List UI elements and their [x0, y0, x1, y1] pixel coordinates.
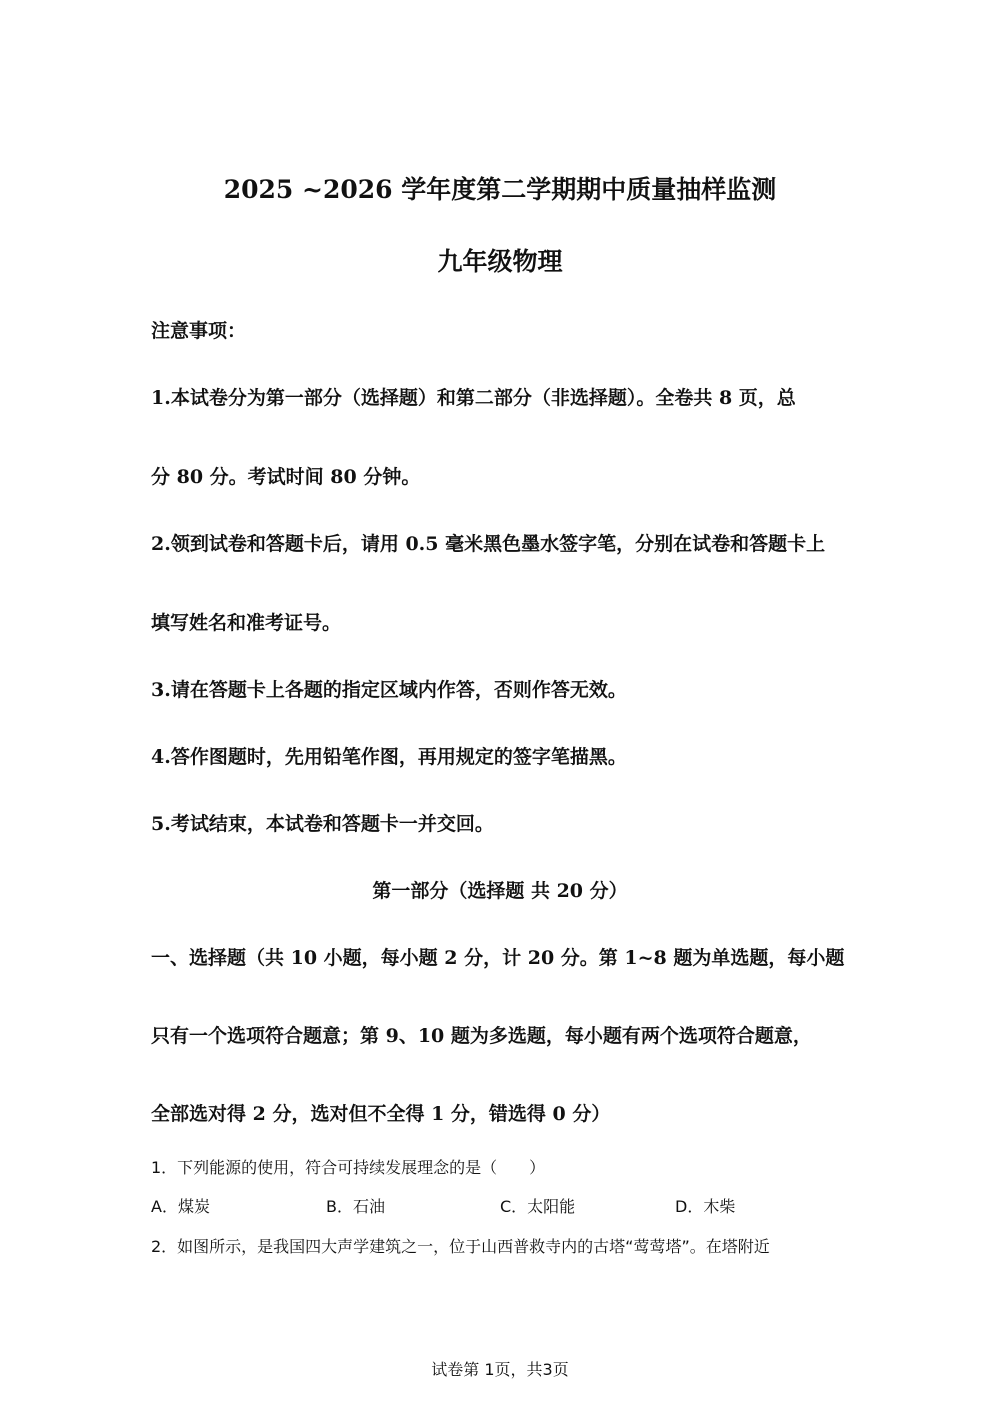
- notice-item-1-line-1: 1.本试卷分为第一部分（选择题）和第二部分（非选择题）。全卷共 8 页，总: [151, 387, 796, 409]
- question-1-option-b: B．石油: [326, 1197, 385, 1216]
- exam-subtitle: 九年级物理: [437, 247, 563, 276]
- notice-item-4: 4.答作图题时，先用铅笔作图，再用规定的签字笔描黑。: [151, 746, 627, 768]
- notice-item-3: 3.请在答题卡上各题的指定区域内作答，否则作答无效。: [151, 679, 627, 701]
- notice-item-5: 5.考试结束，本试卷和答题卡一并交回。: [151, 813, 494, 835]
- notice-item-2-line-2: 填写姓名和准考证号。: [151, 612, 342, 634]
- question-1-option-c: C．太阳能: [500, 1197, 576, 1216]
- notice-item-2-line-1: 2.领到试卷和答题卡后，请用 0.5 毫米黑色墨水签字笔，分别在试卷和答题卡上: [151, 533, 826, 555]
- question-2: 2．如图所示，是我国四大声学建筑之一，位于山西普救寺内的古塔“莺莺塔”。在塔附近: [151, 1237, 770, 1256]
- question-1: 1．下列能源的使用，符合可持续发展理念的是（ ）: [151, 1158, 546, 1177]
- notice-heading: 注意事项：: [151, 320, 247, 342]
- exam-title: 2025 ~2026 学年度第二学期期中质量抽样监测: [223, 175, 777, 204]
- question-1-option-d: D．木柴: [675, 1197, 736, 1216]
- notice-item-1-line-2: 分 80 分。考试时间 80 分钟。: [151, 466, 421, 488]
- section-instructions-line-1: 一、选择题（共 10 小题，每小题 2 分，计 20 分。第 1~8 题为单选题，每小题: [151, 947, 845, 969]
- part1-heading: 第一部分（选择题 共 20 分）: [372, 880, 628, 902]
- section-instructions-line-3: 全部选对得 2 分，选对但不全得 1 分，错选得 0 分）: [151, 1103, 611, 1125]
- question-1-option-a: A．煤炭: [151, 1197, 210, 1216]
- section-instructions-line-2: 只有一个选项符合题意；第 9、10 题为多选题，每小题有两个选项符合题意，: [151, 1025, 812, 1047]
- page-footer: 试卷第 1页，共3页: [431, 1360, 569, 1379]
